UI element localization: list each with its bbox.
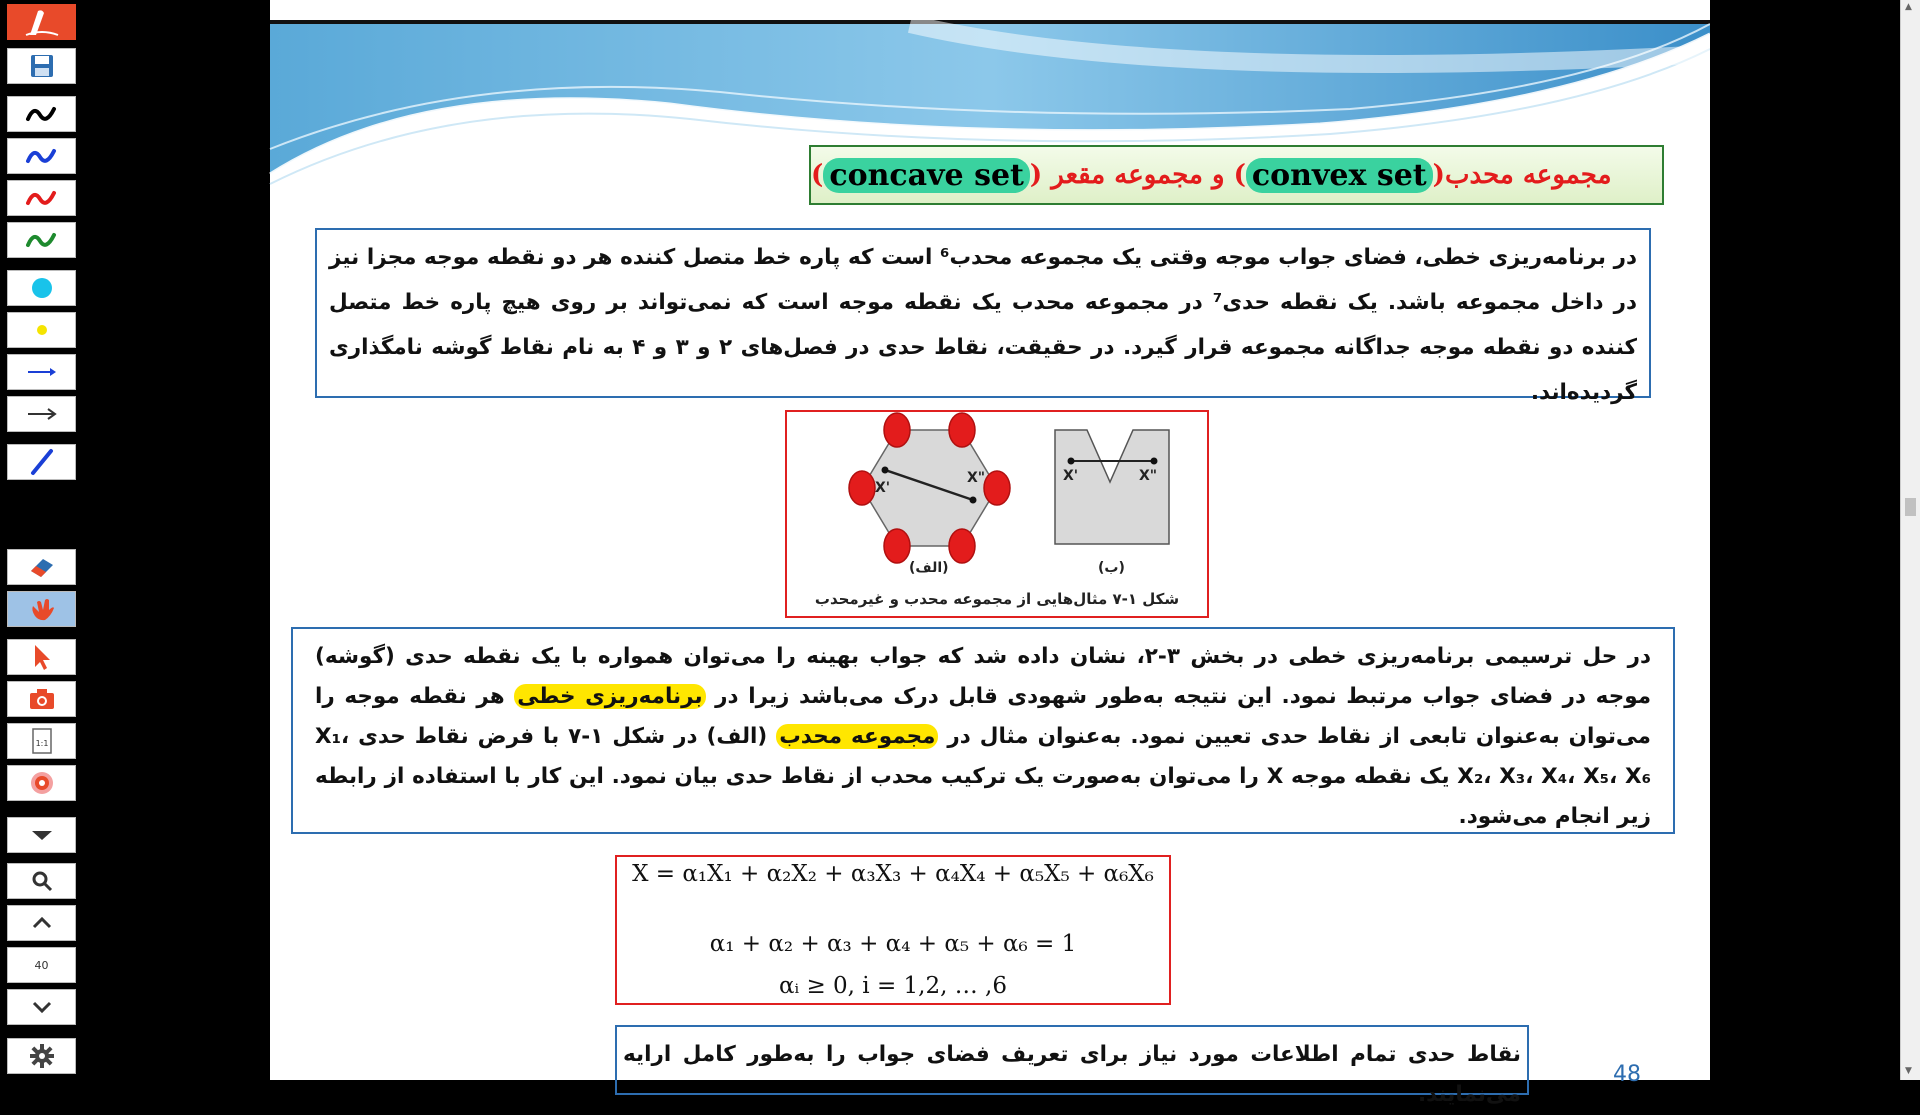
squiggle-blue-icon: [24, 145, 60, 167]
explanation-part-1: در حل ترسیمی برنامه‌ریزی خطی در بخش ۳-۲، نشان داده شد که جواب بهینه را می‌توان همواره با یک نقطه حدی (گوشه) موجه در فضای جواب مرتبط نمود. این نتیجه به‌طور شهودی قابل درک می‌باشد زیرا در: [315, 644, 1652, 709]
squiggle-green-icon: [24, 229, 60, 251]
explanation-part-2: هر نقطه موجه را می‌توان به‌عنوان تابعی از نقاط حدی تعیین نمود. به‌عنوان مثال در: [315, 684, 1651, 749]
pen-logo-icon: [22, 7, 62, 37]
yellow-dot-icon: [34, 322, 50, 338]
figure-caption: شکل ۱-۷ مثال‌هایی از مجموعه محدب و غیرمحدب: [814, 590, 1180, 608]
settings-button[interactable]: [7, 1038, 76, 1074]
conclusion-paragraph: نقاط حدی تمام اطلاعات مورد نیاز برای تعریف فضای جواب را به‌طور کامل ارایه می‌نمایند.: [615, 1025, 1529, 1095]
chevron-down-icon: [30, 999, 54, 1015]
annotation-toolbar: [0, 0, 86, 1080]
cyan-dot-icon: [29, 275, 55, 301]
highlight-linear-programming: برنامه‌ریزی خطی: [514, 684, 705, 709]
squiggle-black-icon: [24, 103, 60, 125]
triangle-down-icon: [28, 828, 56, 842]
zoom-button[interactable]: [7, 863, 76, 899]
explanation-part-3: (الف) در شکل ۱-۷ با فرض نقاط حدی X₁، X₂، X₃، X₄، X₅، X₆ یک نقطه موجه X را می‌توان به‌صورت یک ترکیب محدب از نقاط حدی بیان نمود. این کار با استفاده از رابطه زیر انجام می‌شود.: [315, 724, 1652, 829]
pen-red-button[interactable]: [7, 180, 76, 216]
svg-text:1:1: 1:1: [35, 739, 48, 748]
convex-figure: [785, 410, 1209, 618]
figure-drawing: [787, 412, 1207, 587]
formula-line-2: α₁ + α₂ + α₃ + α₄ + α₅ + α₆ = 1: [709, 931, 1077, 957]
marker-icon: [27, 447, 57, 477]
menu-collapse-button[interactable]: [7, 817, 76, 853]
line-arrow-icon: [24, 365, 60, 379]
eraser-icon: [27, 555, 57, 579]
actual-size-button[interactable]: [7, 723, 76, 759]
pointer-button[interactable]: [7, 639, 76, 675]
explanation-paragraph: [291, 627, 1675, 834]
extreme-point-4: [949, 529, 975, 563]
figure-label-b: (ب): [1098, 560, 1125, 576]
hexagon-label-x2: X": [967, 470, 986, 486]
pen-blue-button[interactable]: [7, 138, 76, 174]
title-fa-convex: مجموعه محدب: [1444, 160, 1612, 190]
eraser-button[interactable]: [7, 549, 76, 585]
nonconvex-set: [1055, 430, 1169, 544]
record-icon: [28, 769, 56, 797]
nonconvex-label-x1: X': [1063, 468, 1079, 484]
cursor-pointer-icon: [29, 643, 55, 671]
figure-label-a: (الف): [909, 560, 949, 576]
highlighter-cyan-button[interactable]: [7, 270, 76, 306]
scroll-up-icon[interactable]: ▲: [1905, 2, 1912, 12]
page-counter: [7, 947, 76, 983]
title-fa-concave: و مجموعه مقعر: [1051, 160, 1225, 190]
record-button[interactable]: [7, 765, 76, 801]
arrow-right-icon: [24, 406, 60, 422]
pen-green-button[interactable]: [7, 222, 76, 258]
extreme-point-1: [884, 413, 910, 447]
pen-black-button[interactable]: [7, 96, 76, 132]
formula-line-1: X = α₁X₁ + α₂X₂ + α₃X₃ + α₄X₄ + α₅X₅ + α₆X₆: [632, 861, 1154, 887]
marker-tool-button[interactable]: [7, 444, 76, 480]
hand-button[interactable]: [7, 591, 76, 627]
extreme-point-6: [849, 471, 875, 505]
convex-combination-formula: [615, 855, 1171, 1005]
highlight-convex-set: مجموعه محدب: [776, 724, 938, 749]
chevron-up-icon: [30, 915, 54, 931]
actual-size-icon: [30, 727, 54, 755]
extreme-point-3: [984, 471, 1010, 505]
squiggle-red-icon: [24, 187, 60, 209]
page-down-button[interactable]: [7, 989, 76, 1025]
hexagon-label-x1: X': [875, 480, 891, 496]
slide-page: [270, 0, 1710, 1107]
magnifier-icon: [30, 869, 54, 893]
page-counter-value: 40: [34, 958, 49, 972]
pen-logo-button[interactable]: [7, 4, 76, 40]
title-en-concave: concave set: [823, 158, 1030, 193]
arrow-tool-button[interactable]: [7, 396, 76, 432]
highlighter-yellow-button[interactable]: [7, 312, 76, 348]
save-button[interactable]: [7, 48, 76, 84]
slide-page-number: 48: [1613, 1062, 1641, 1087]
scroll-down-icon[interactable]: ▼: [1905, 1066, 1912, 1076]
scroll-thumb[interactable]: [1905, 498, 1916, 516]
extreme-point-2: [949, 413, 975, 447]
gear-icon: [29, 1043, 55, 1069]
right-margin: [1710, 0, 1900, 1080]
formula-line-3: αᵢ ≥ 0, i = 1,2, … ,6: [778, 973, 1007, 999]
nonconvex-label-x2: X": [1139, 468, 1158, 484]
extreme-point-5: [884, 529, 910, 563]
slide-title: مجموعه محدب ( convex set ) و مجموعه مقعر ( concave set ): [809, 145, 1664, 205]
camera-button[interactable]: [7, 681, 76, 717]
vertical-scrollbar[interactable]: [1900, 0, 1920, 1080]
definition-paragraph: در برنامه‌ریزی خطی، فضای جواب موجه وقتی یک مجموعه محدب⁶ است که پاره خط متصل کننده هر دو نقطه موجه مجزا نیز در داخل مجموعه باشد. یک نقطه حدی⁷ در مجموعه محدب یک نقطه موجه است که نمی‌تواند بر روی هیچ پاره خط متصل کننده دو نقطه موجه جداگانه مجموعه قرار گیرد. در حقیقت، نقاط حدی در فصل‌های ۲ و ۳ و ۴ به نام نقاط گوشه نامگذاری گردیده‌اند.: [315, 228, 1651, 398]
hand-icon: [27, 596, 57, 622]
floppy-disk-icon: [29, 53, 55, 79]
line-tool-button[interactable]: [7, 354, 76, 390]
slide-top-border: [270, 0, 1710, 24]
camera-icon: [27, 687, 57, 711]
page-up-button[interactable]: [7, 905, 76, 941]
title-en-convex: convex set: [1246, 158, 1433, 193]
